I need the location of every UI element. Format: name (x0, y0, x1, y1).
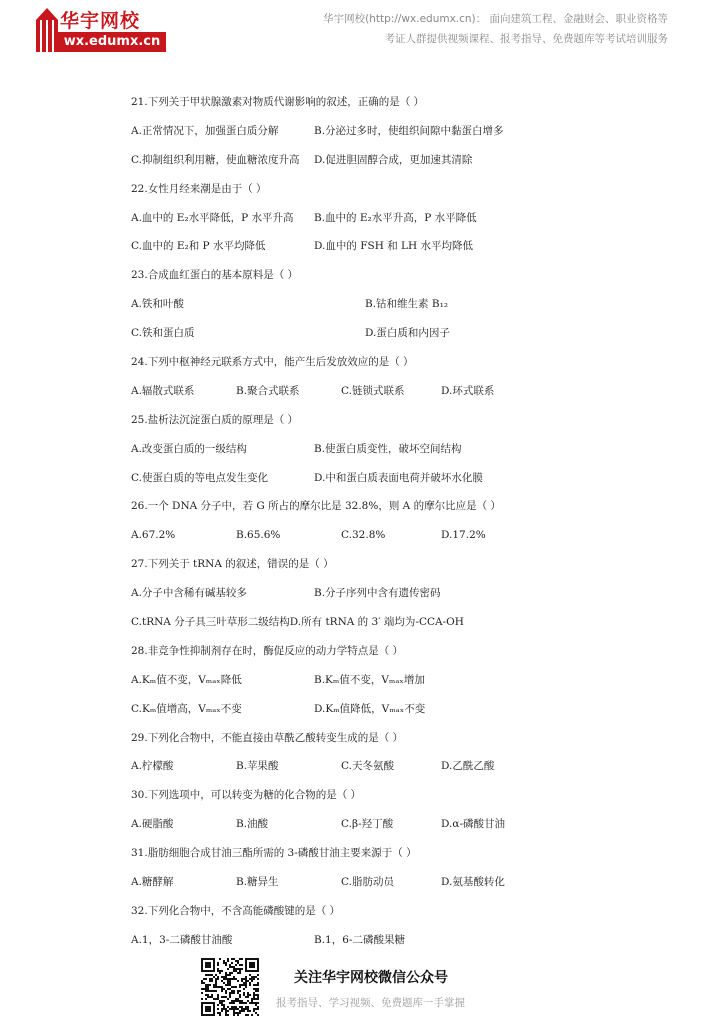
answer-option[interactable]: A.铁和叶酸 (131, 298, 184, 311)
footer-title: 关注华宇网校微信公众号 (294, 970, 448, 986)
answer-option[interactable]: B.65.6% (236, 529, 281, 542)
answer-option[interactable]: B.苹果酸 (236, 760, 279, 773)
answer-option[interactable]: A.正常情况下，加强蛋白质分解 (131, 124, 279, 137)
option-row (131, 237, 551, 266)
answer-option[interactable]: A.1，3-二磷酸甘油酸 (131, 933, 233, 946)
answer-option[interactable]: D.促进胆固醇合成，更加速其清除 (314, 153, 473, 166)
option-row (131, 295, 551, 324)
question-stem: 24.下列中枢神经元联系方式中，能产生后发放效应的是（ ） (131, 356, 414, 369)
answer-option[interactable]: C.血中的 E₂和 P 水平均降低 (131, 240, 266, 253)
question-stem: 31.脂肪细胞合成甘油三酯所需的 3-磷酸甘油主要来源于（ ） (131, 847, 417, 860)
option-row (131, 324, 551, 353)
question-stem: 23.合成血红蛋白的基本原料是（ ） (131, 269, 299, 282)
answer-option[interactable]: D.环式联系 (441, 384, 495, 397)
question-stem: 27.下列关于 tRNA 的叙述，错误的是（ ） (131, 558, 334, 571)
option-row (131, 469, 551, 498)
option-row (131, 440, 551, 469)
answer-option[interactable]: D.乙酰乙酸 (441, 760, 495, 773)
question-stem: 29.下列化合物中，不能直接由草酰乙酸转变生成的是（ ） (131, 731, 404, 744)
answer-option[interactable]: C.使蛋白质的等电点发生变化 (131, 471, 268, 484)
answer-option[interactable]: B.血中的 E₂水平升高，P 水平降低 (314, 211, 477, 224)
answer-option[interactable]: A.改变蛋白质的一级结构 (131, 442, 247, 455)
header-tagline-1: 华宇网校(http://wx.edumx.cn)： 面向建筑工程、金融财会、职业资格等 (323, 13, 668, 25)
pencil-logo-icon (36, 8, 58, 52)
option-row (131, 382, 551, 411)
option-row (131, 815, 551, 844)
answer-option[interactable]: D.17.2% (441, 529, 486, 542)
qr-code-icon[interactable] (201, 958, 259, 1016)
answer-option[interactable]: A.分子中含稀有碱基较多 (131, 587, 247, 600)
option-row (131, 700, 551, 729)
answer-option[interactable]: D.Kₘ值降低，Vₘₐₓ不变 (314, 702, 426, 715)
footer-subtitle: 报考指导、学习视频、免费题库一手掌握 (276, 997, 465, 1009)
question-stem: 22.女性月经来潮是由于（ ） (131, 182, 267, 195)
answer-option[interactable]: C.Kₘ值增高，Vₘₐₓ不变 (131, 702, 242, 715)
option-row (131, 613, 551, 642)
answer-option[interactable]: D.α-磷酸甘油 (441, 818, 506, 831)
answer-option[interactable]: B.使蛋白质变性，破坏空间结构 (314, 442, 462, 455)
question-stem: 25.盐析法沉淀蛋白质的原理是（ ） (131, 413, 299, 426)
question-stem: 28.非竞争性抑制剂存在时，酶促反应的动力学特点是（ ） (131, 644, 404, 657)
option-row (131, 584, 551, 613)
brand-title: 华宇网校 (60, 10, 141, 32)
answer-option[interactable]: D.血中的 FSH 和 LH 水平均降低 (314, 240, 473, 253)
header-tagline-2: 考证人群提供视频课程、报考指导、免费题库等考试培训服务 (384, 33, 668, 45)
answer-option[interactable]: A.硬脂酸 (131, 818, 174, 831)
answer-option[interactable]: A.67.2% (131, 529, 176, 542)
answer-option[interactable]: C.32.8% (341, 529, 386, 542)
answer-option[interactable]: C.脂肪动员 (341, 876, 394, 889)
question-stem: 21.下列关于甲状腺激素对物质代谢影响的叙述，正确的是（ ） (131, 96, 425, 108)
option-row (131, 873, 551, 902)
answer-option[interactable]: D.氨基酸转化 (441, 876, 505, 889)
answer-option[interactable]: C.链锁式联系 (341, 384, 405, 397)
answer-option[interactable]: B.Kₘ值不变，Vₘₐₓ增加 (314, 673, 425, 686)
answer-option[interactable]: B.钴和维生素 B₁₂ (365, 298, 449, 311)
answer-option[interactable]: B.1，6-二磷酸果糖 (314, 933, 405, 946)
option-row (131, 526, 551, 555)
option-row (131, 209, 551, 238)
answer-option[interactable]: C.抑制组织利用糖，使血糖浓度升高 (131, 153, 300, 166)
question-list (131, 93, 551, 960)
answer-option[interactable]: A.血中的 E₂水平降低，P 水平升高 (131, 211, 294, 224)
option-row (131, 671, 551, 700)
question-stem: 26.一个 DNA 分子中，若 G 所占的摩尔比是 32.8%，则 A 的摩尔比应是（ ） (131, 500, 501, 513)
question-stem: 30.下列选项中，可以转变为糖的化合物的是（ ） (131, 789, 362, 802)
brand-logo[interactable] (36, 6, 168, 52)
answer-option[interactable]: A.柠檬酸 (131, 760, 174, 773)
question-stem: 32.下列化合物中，不含高能磷酸键的是（ ） (131, 904, 341, 917)
answer-option[interactable]: A.辐散式联系 (131, 384, 195, 397)
page-footer (0, 955, 724, 1024)
answer-option[interactable]: B.分泌过多时，使组织间隙中黏蛋白增多 (314, 124, 504, 137)
page-header (0, 0, 724, 60)
answer-option[interactable]: C.tRNA 分子具三叶草形二级结构D.所有 tRNA 的 3′ 端均为-CCA-OH (131, 616, 464, 629)
answer-option[interactable]: B.分子序列中含有遗传密码 (314, 587, 441, 600)
answer-option[interactable]: B.聚合式联系 (236, 384, 300, 397)
option-row (131, 151, 551, 180)
brand-url: wx.edumx.cn (58, 32, 166, 52)
option-row (131, 757, 551, 786)
answer-option[interactable]: B.糖异生 (236, 876, 279, 889)
answer-option[interactable]: D.蛋白质和内因子 (365, 327, 450, 340)
answer-option[interactable]: A.Kₘ值不变，Vₘₐₓ降低 (131, 673, 242, 686)
answer-option[interactable]: A.糖酵解 (131, 876, 174, 889)
answer-option[interactable]: D.中和蛋白质表面电荷并破坏水化膜 (314, 471, 483, 484)
answer-option[interactable]: B.油酸 (236, 818, 269, 831)
option-row (131, 122, 551, 151)
answer-option[interactable]: C.铁和蛋白质 (131, 327, 195, 340)
answer-option[interactable]: C.天冬氨酸 (341, 760, 394, 773)
answer-option[interactable]: C.β-羟丁酸 (341, 818, 394, 831)
